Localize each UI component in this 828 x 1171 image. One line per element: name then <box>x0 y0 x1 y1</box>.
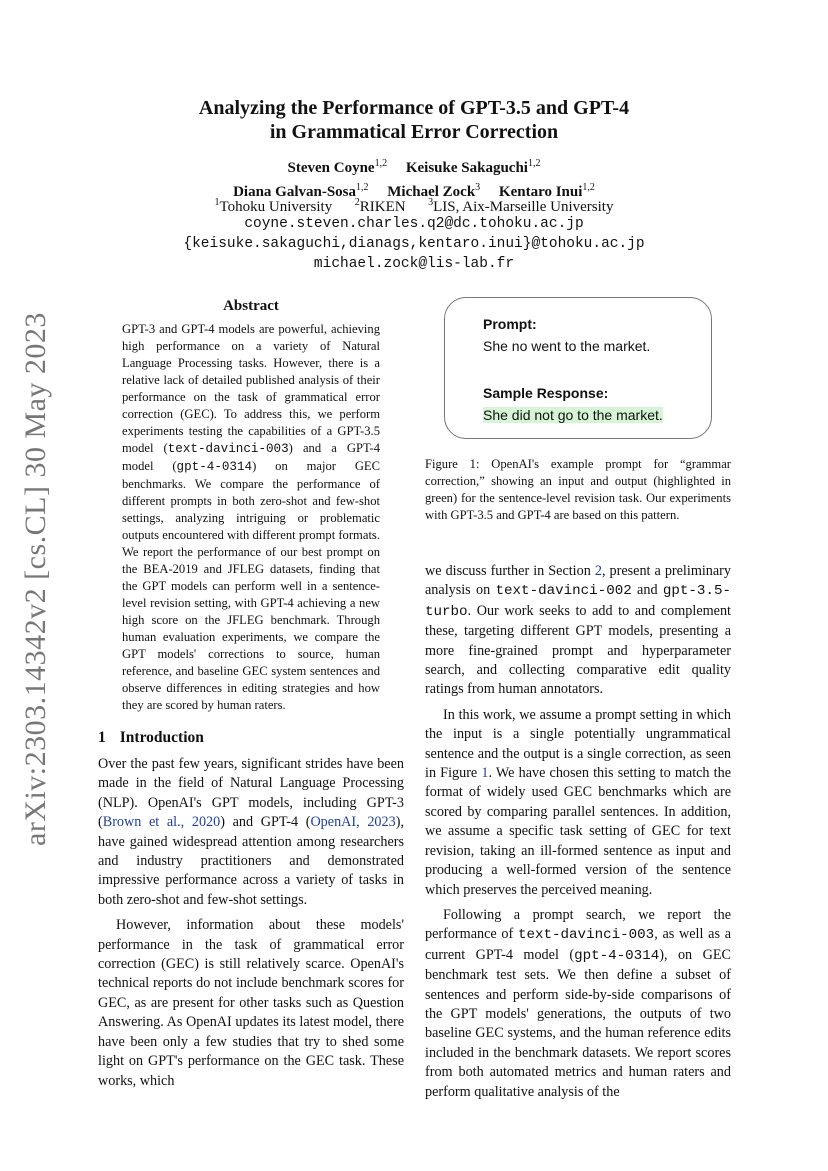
citation-link[interactable]: OpenAI, 2023 <box>310 814 396 831</box>
abstract-text: ) and a GPT-4 model ( <box>122 441 380 473</box>
prompt-text: She no went to the market. <box>483 338 651 354</box>
section-heading <box>98 729 218 747</box>
author-affil-mark: 1,2 <box>374 158 388 169</box>
figure-1-prompt-box <box>444 297 712 439</box>
model-name: text-davinci-003 <box>517 927 655 944</box>
abstract-body <box>122 321 380 714</box>
author-name: Keisuke Sakaguchi <box>405 160 528 176</box>
author-name: Steven Coyne <box>287 160 375 176</box>
author-affil-mark: 1,2 <box>527 158 541 169</box>
paragraph-text: and <box>631 582 663 599</box>
paragraph <box>425 906 731 1102</box>
model-name: gpt-4-0314 <box>176 460 253 474</box>
affiliation: RIKEN <box>359 199 406 215</box>
figure-ref-link[interactable]: 1 <box>481 765 489 782</box>
paragraph: However, information about these models' performance in the task of grammatical error correction (GEC) is still relatively scarce. OpenAI's technical reports do not include benchmark scores for GEC, as are present for other tasks such as Question Answering. As OpenAI updates its latest model, there have been only a few studies that try to shed some light on GPT's performance on the GEC task. These works, which <box>98 917 404 1089</box>
email: {keisuke.sakaguchi,dianags,kentaro.inui}@tohoku.ac.jp <box>183 236 645 252</box>
paragraph-text: ), have gained widespread attention among researchers and industry practitioners and demonstrated impressive performance across a variety of tasks in both zero-shot and few-shot settings. <box>98 814 404 908</box>
response-text-highlighted: She did not go to the market. <box>483 407 663 423</box>
section-title: Introduction <box>119 729 204 746</box>
author-affil-mark: 1,2 <box>582 182 595 193</box>
paragraph-text: we discuss further in Section <box>425 563 595 579</box>
model-name: gpt-4-0314 <box>574 947 660 964</box>
affil-mark: 3 <box>428 197 434 208</box>
paragraph <box>98 755 404 910</box>
author-name: Michael Zock <box>387 184 476 200</box>
citation-link[interactable]: Brown et al., 2020 <box>102 814 221 831</box>
email: coyne.steven.charles.q2@dc.tohoku.ac.jp <box>244 216 584 232</box>
intro-column-left <box>98 755 404 1091</box>
affil-mark: 2 <box>354 197 360 208</box>
section-ref-link[interactable]: 2 <box>594 563 602 579</box>
paragraph-text: ) and GPT-4 ( <box>220 814 311 831</box>
abstract-heading: Abstract <box>223 298 279 314</box>
affiliation: LIS, Aix-Marseille University <box>433 199 614 215</box>
email: michael.zock@lis-lab.fr <box>313 256 515 272</box>
arxiv-watermark: arXiv:2303.14342v2 [cs.CL] 30 May 2023 <box>19 312 52 846</box>
prompt-label: Prompt: <box>483 316 537 332</box>
paragraph-text: Over the past few years, significant strides have been made in the field of Natural Language Processing (NLP). OpenAI's GPT models, including GPT-3 ( <box>98 756 404 831</box>
email-list <box>0 214 828 274</box>
model-name: text-davinci-002 <box>495 583 632 600</box>
author-affil-mark: 3 <box>475 182 481 193</box>
paragraph-text: Following a prompt search, we report the performance of <box>425 906 731 943</box>
paragraph-text: , as well as a current GPT-4 model ( <box>425 926 731 963</box>
paragraph <box>425 562 731 700</box>
section-number: 1 <box>98 729 106 746</box>
author-name: Kentaro Inui <box>498 184 583 200</box>
paragraph-text: . We have chosen this setting to match the format of widely used GEC benchmarks which are scored by comparing parallel sentences. In addition, we assume a specific task setting of GEC for text revision, taking an ill-formed sentence as input and producing a well-formed version of the sentence which preserves the perceived meaning. <box>425 765 732 898</box>
paper-title <box>0 96 828 144</box>
model-name: text-davinci-003 <box>167 442 289 456</box>
affil-mark: 1 <box>214 197 220 208</box>
paragraph-text: In this work, we assume a prompt setting in which the input is a single potentially ungrammatical sentence and the output is a single correction, as seen in Figure <box>425 706 731 782</box>
figure-1-caption: Figure 1: OpenAI's example prompt for “grammar correction,” showing an input and output (highlighted in green) for the sentence-level revision task. Our experiments with GPT-3.5 and GPT-4 are based on this pattern. <box>425 457 731 522</box>
abstract-text: GPT-3 and GPT-4 models are powerful, achieving high performance on a variety of Natural Language Processing tasks. However, there is a relative lack of detailed published analysis of their performance on the task of grammatical error correction (GEC). To address this, we perform experiments testing the capabilities of a GPT-3.5 model ( <box>122 322 380 455</box>
paragraph <box>425 706 731 900</box>
paragraph-text: . Our work seeks to add to and complement these, targeting different GPT models, presenting a more fine-grained prompt and hyperparameter search, and collecting comparative edit quality ratings from human annotators. <box>425 602 731 698</box>
paragraph-text: ), on GEC benchmark test sets. We then define a subset of sentences and perform side-by-side comparisons of the GPT models' generations, the outputs of two baseline GEC systems, and the human reference edits included in the benchmark datasets. We report scores from both automated metrics and human raters and perform qualitative analysis of the <box>425 946 731 1100</box>
model-name: gpt-3.5-turbo <box>425 583 731 620</box>
title-line-2: in Grammatical Error Correction <box>269 121 559 143</box>
paragraph-text: , present a preliminary analysis on <box>425 563 732 599</box>
intro-column-right <box>425 562 731 1102</box>
title-line-1: Analyzing the Performance of GPT-3.5 and GPT-4 <box>198 97 630 119</box>
abstract-text: ) on major GEC benchmarks. We compare the performance of different prompts in both zero-shot and few-shot settings, analyzing intriguing or problematic outputs encountered with different prompt formats. We report the performance of our best prompt on the BEA-2019 and JFLEG datasets, finding that the GPT models can perform well in a sentence-level revision setting, with GPT-4 achieving a new high score on the JFLEG benchmark. Through human evaluation experiments, we compare the GPT models' corrections to source, human reference, and baseline GEC system sentences and observe differences in editing strategies and how they are scored by human raters. <box>122 459 381 712</box>
author-affil-mark: 1,2 <box>356 182 369 193</box>
affiliation: Tohoku University <box>219 199 333 215</box>
author-name: Diana Galvan-Sosa <box>233 184 357 200</box>
response-label: Sample Response: <box>483 385 609 401</box>
